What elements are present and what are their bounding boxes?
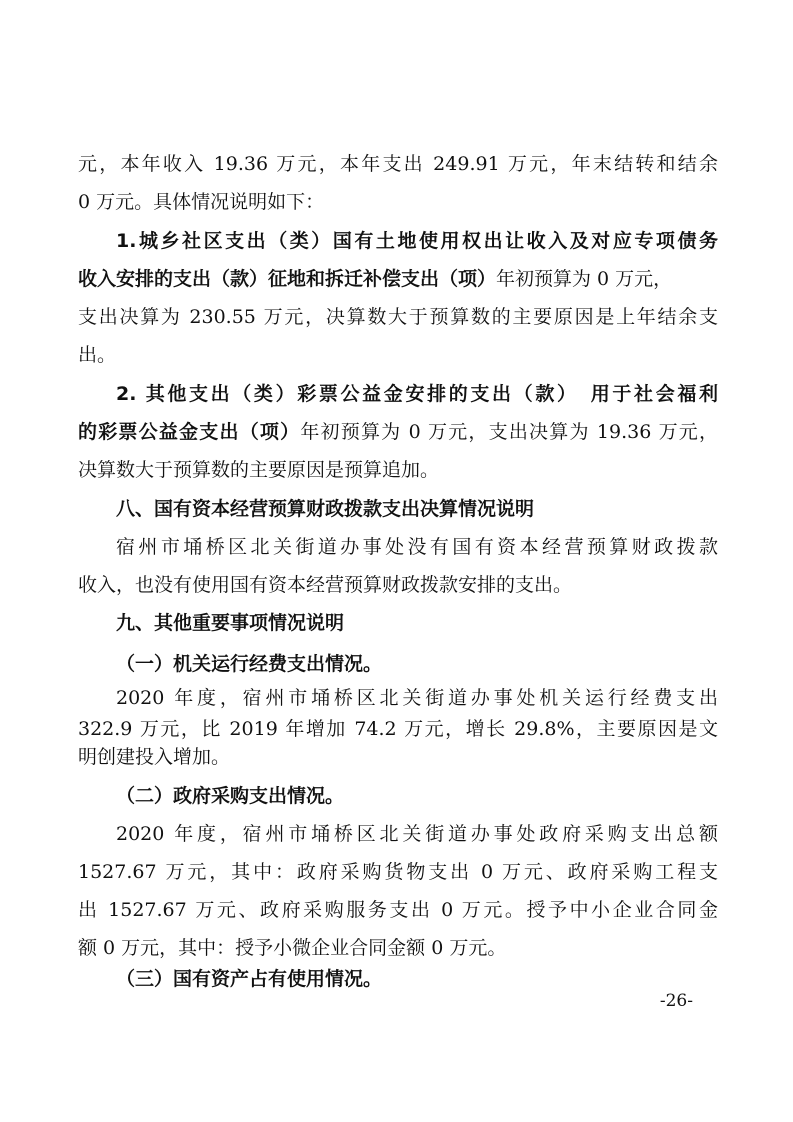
subsection-heading: （三）国有资产占有使用情况。	[116, 968, 383, 990]
subsection-heading: （一）机关运行经费支出情况。	[116, 653, 383, 675]
item-text: 年初预算为 0 万元，	[496, 268, 673, 290]
section-heading: 八、国有资本经营预算财政拨款支出决算情况说明	[116, 498, 535, 520]
body-text-line: 2020 年度，宿州市埇桥区北关街道办事处机关运行经费支出	[116, 687, 718, 709]
body-text-line: 322.9 万元，比 2019 年增加 74.2 万元，增长 29.8%，主要原因是文	[78, 718, 718, 740]
body-text-line: 元，本年收入 19.36 万元，本年支出 249.91 万元，年末结转和结余	[78, 153, 718, 175]
body-text-line: 收入，也没有使用国有资本经营预算财政拨款安排的支出。	[78, 574, 573, 596]
body-text-line: 出 1527.67 万元、政府采购服务支出 0 万元。授予中小企业合同金	[78, 899, 718, 921]
body-text-line: 0 万元。具体情况说明如下：	[78, 191, 325, 213]
item-heading-text: 的彩票公益金支出（项）	[78, 421, 301, 443]
section-heading: 九、其他重要事项情况说明	[116, 612, 345, 634]
body-text-line: 1527.67 万元，其中：政府采购货物支出 0 万元、政府采购工程支	[78, 861, 718, 883]
body-text-line	[78, 420, 718, 444]
body-text-line: 额 0 万元，其中：授予小微企业合同金额 0 万元。	[78, 937, 507, 959]
item-text: 年初预算为 0 万元，支出决算为 19.36 万元，	[300, 421, 718, 443]
body-text-line: 支出决算为 230.55 万元，决算数大于预算数的主要原因是上年结余支	[78, 306, 718, 328]
item-heading-line: 1.城乡社区支出（类）国有土地使用权出让收入及对应专项债务	[116, 230, 718, 252]
subsection-heading: （二）政府采购支出情况。	[116, 785, 345, 807]
item-heading-line: 2. 其他支出（类）彩票公益金安排的支出（款） 用于社会福利	[116, 383, 718, 405]
body-text-line: 明创建投入增加。	[78, 746, 231, 768]
item-heading-text: 收入安排的支出（款）征地和拆迁补偿支出（项）	[78, 268, 497, 290]
body-text-line: 出。	[78, 344, 117, 366]
page-number: -26-	[659, 991, 693, 1011]
body-text-line: 宿州市埇桥区北关街道办事处没有国有资本经营预算财政拨款	[116, 536, 718, 558]
body-text-line	[78, 267, 718, 291]
body-text-line: 决算数大于预算数的主要原因是预算追加。	[78, 459, 440, 481]
body-text-line: 2020 年度，宿州市埇桥区北关街道办事处政府采购支出总额	[116, 823, 718, 845]
